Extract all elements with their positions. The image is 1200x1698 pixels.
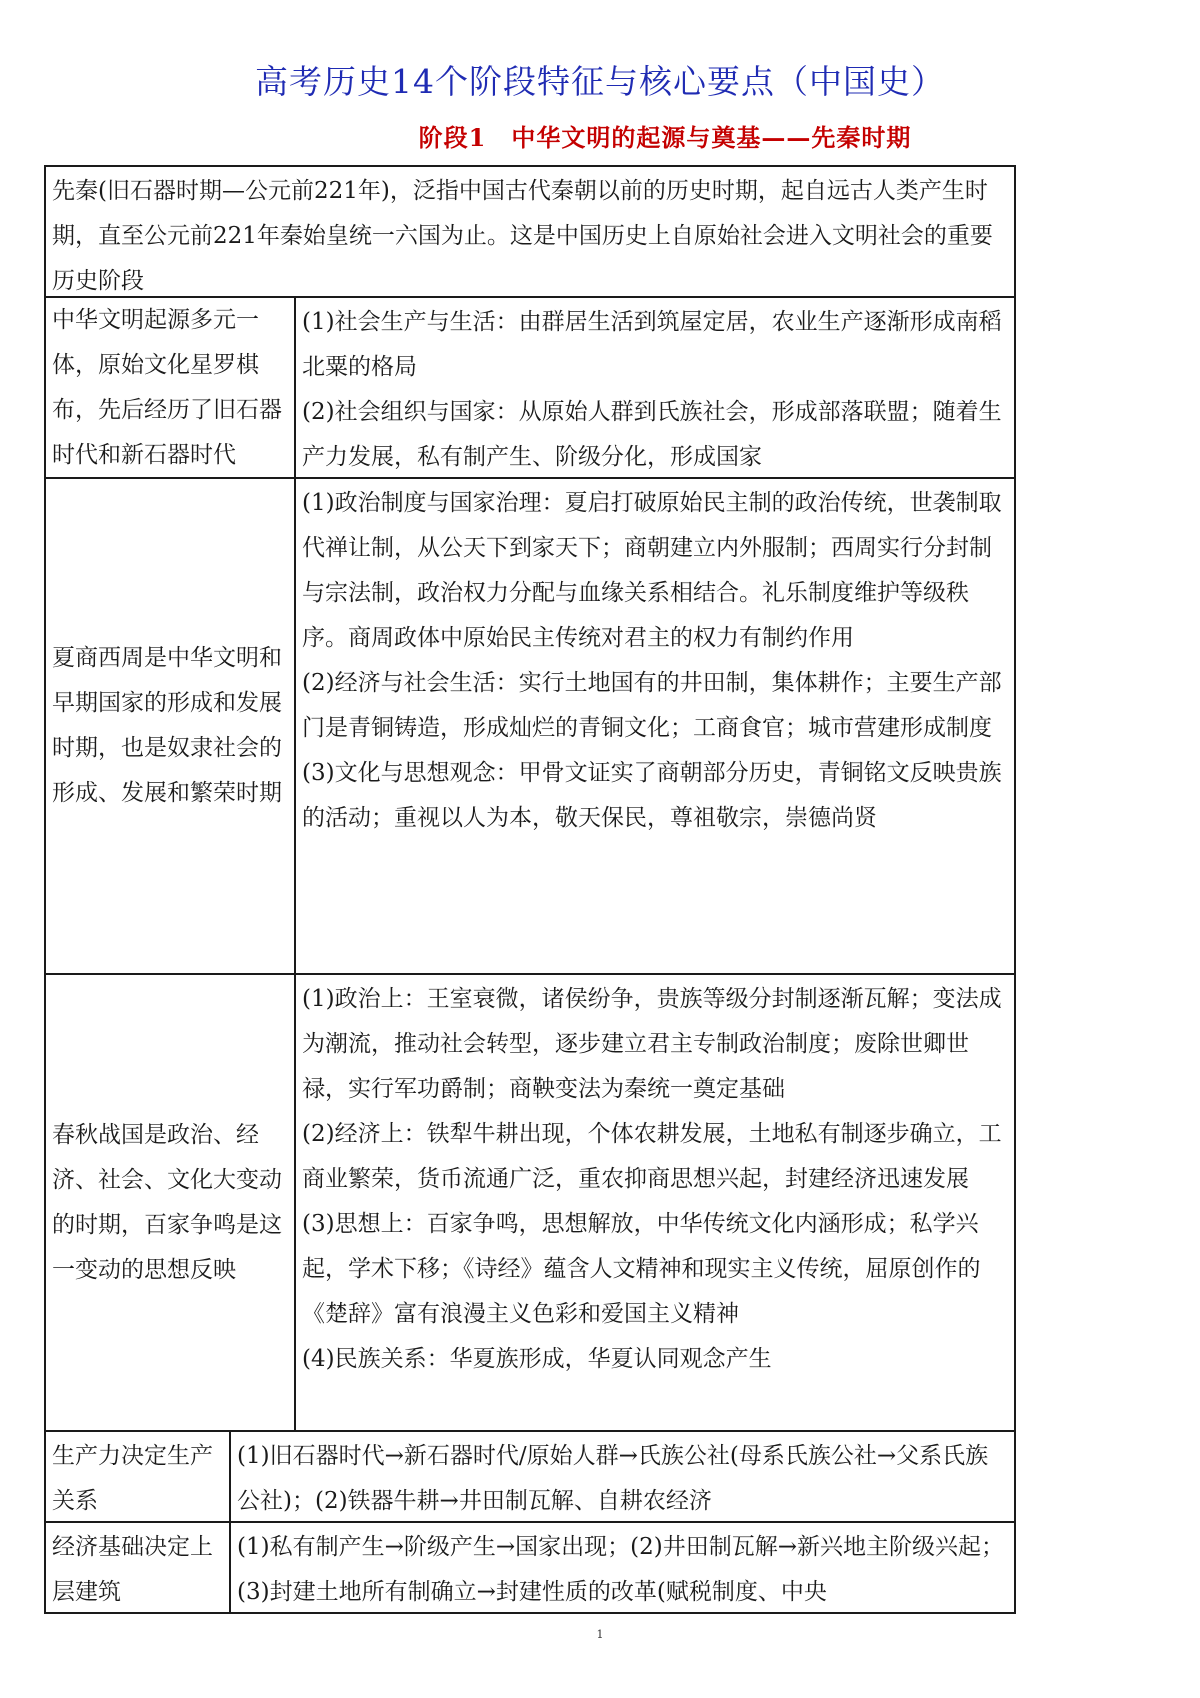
row-summary-text: 春秋战国是政治、经济、社会、文化大变动的时期，百家争鸣是这一变动的思想反映 xyxy=(52,1121,282,1283)
row-summary-text: 经济基础决定上层建筑 xyxy=(52,1534,213,1605)
row-summary-cell xyxy=(46,975,296,1430)
row-summary-text: 生产力决定生产关系 xyxy=(52,1443,213,1514)
row-detail-cell xyxy=(296,479,1014,973)
detail-item: (1)私有制产生→阶级产生→国家出现；(2)井田制瓦解→新兴地主阶级兴起；(3)封建土地所有制确立→封建性质的改革(赋税制度、中央 xyxy=(237,1534,1004,1605)
detail-item: (1)政治制度与国家治理：夏启打破原始民主制的政治传统，世袭制取代禅让制，从公天下到家天下；商朝建立内外服制；西周实行分封制与宗法制，政治权力分配与血缘关系相结合。礼乐制度维护等级秩序。商周政体中原始民主传统对君主的权力有制约作用 xyxy=(302,490,1002,651)
summary-table xyxy=(44,165,1016,1614)
detail-item: (4)民族关系：华夏族形成，华夏认同观念产生 xyxy=(302,1346,772,1372)
row-summary-cell xyxy=(46,1523,231,1612)
table-row-spring-autumn xyxy=(44,973,1016,1430)
row-summary-text: 中华文明起源多元一体，原始文化星罗棋布，先后经历了旧石器时代和新石器时代 xyxy=(52,306,282,468)
detail-item: (2)社会组织与国家：从原始人群到氏族社会，形成部落联盟；随着生产力发展，私有制产生、阶级分化，形成国家 xyxy=(302,399,1002,470)
detail-item: (1)政治上：王室衰微，诸侯纷争，贵族等级分封制逐渐瓦解；变法成为潮流，推动社会转型，逐步建立君主专制政治制度；废除世卿世禄，实行军功爵制；商鞅变法为秦统一奠定基础 xyxy=(302,986,1002,1102)
row-summary-cell xyxy=(46,1432,231,1521)
detail-item: (3)文化与思想观念：甲骨文证实了商朝部分历史，青铜铭文反映贵族的活动；重视以人为本，敬天保民，尊祖敬宗，崇德尚贤 xyxy=(302,760,1002,831)
intro-row xyxy=(44,165,1016,296)
detail-item: (1)旧石器时代→新石器时代/原始人群→氏族公社(母系氏族公社→父系氏族公社)；(2)铁器牛耕→井田制瓦解、自耕农经济 xyxy=(237,1443,989,1514)
section-title: 阶段1 中华文明的起源与奠基——先秦时期 xyxy=(418,123,912,152)
table-row-productivity xyxy=(44,1430,1016,1521)
row-detail-cell xyxy=(296,975,1014,1430)
row-detail-cell xyxy=(231,1432,1014,1521)
detail-item: (3)思想上：百家争鸣，思想解放，中华传统文化内涵形成；私学兴起，学术下移；《诗经》蕴含人文精神和现实主义传统，屈原创作的《楚辞》富有浪漫主义色彩和爱国主义精神 xyxy=(302,1211,981,1327)
row-summary-text: 夏商西周是中华文明和早期国家的形成和发展时期，也是奴隶社会的形成、发展和繁荣时期 xyxy=(52,645,282,806)
intro-text: 先秦(旧石器时期—公元前221年)，泛指中国古代秦朝以前的历史时期，起自远古人类产生时期，直至公元前221年秦始皇统一六国为止。这是中国历史上自原始社会进入文明社会的重要历史阶段 xyxy=(52,178,993,294)
table-row-origins xyxy=(44,296,1016,477)
page-number: 1 xyxy=(596,1628,604,1641)
table-row-economic-base xyxy=(44,1521,1016,1614)
detail-item: (2)经济上：铁犁牛耕出现，个体农耕发展，土地私有制逐步确立，工商业繁荣，货币流通广泛，重农抑商思想兴起，封建经济迅速发展 xyxy=(302,1121,1002,1192)
detail-item: (1)社会生产与生活：由群居生活到筑屋定居，农业生产逐渐形成南稻北粟的格局 xyxy=(302,309,1002,380)
document-title: 高考历史14个阶段特征与核心要点（中国史） xyxy=(255,62,945,101)
row-detail-cell xyxy=(296,298,1014,477)
row-summary-cell xyxy=(46,479,296,973)
table-row-xia-shang-zhou xyxy=(44,477,1016,973)
row-detail-cell xyxy=(231,1523,1014,1612)
row-summary-cell xyxy=(46,298,296,477)
detail-item: (2)经济与社会生活：实行土地国有的井田制，集体耕作；主要生产部门是青铜铸造，形成灿烂的青铜文化；工商食官；城市营建形成制度 xyxy=(302,670,1002,741)
